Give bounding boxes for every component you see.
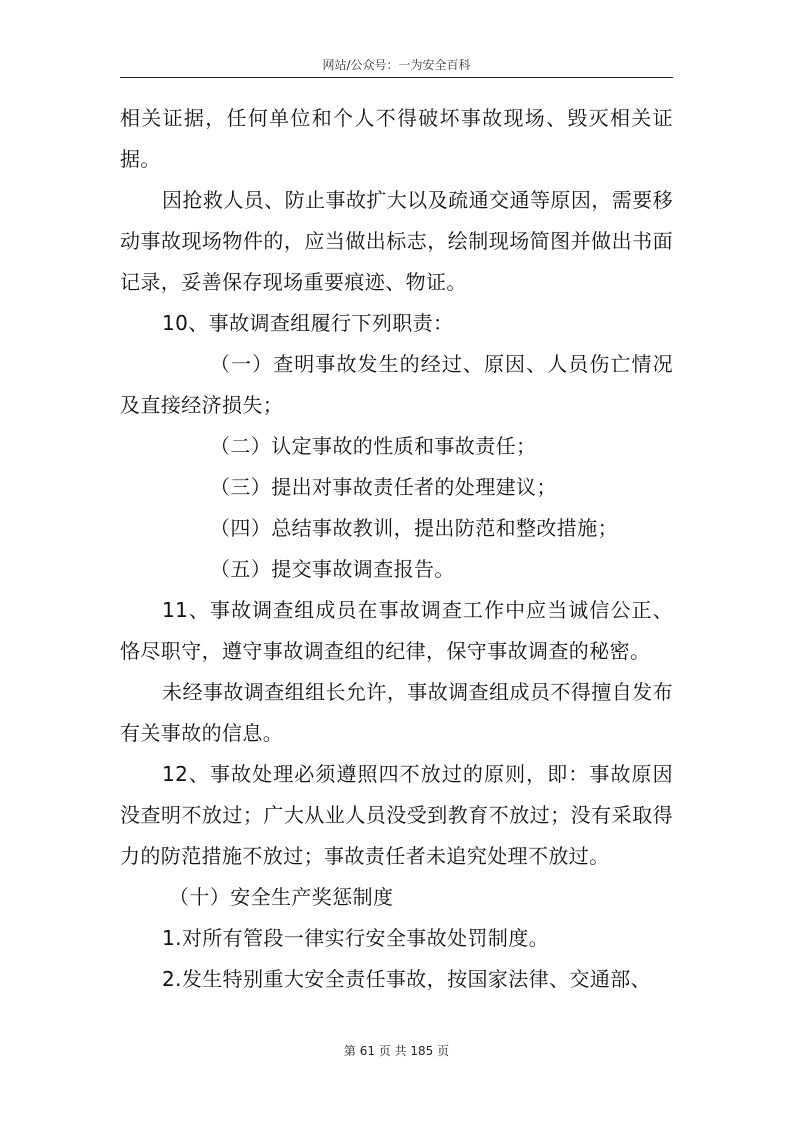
page-header: 网站/公众号：一为安全百科 — [322, 58, 471, 72]
list-item-duty-3: （三）提出对事故责任者的处理建议； — [210, 475, 557, 499]
paragraph-evidence-continued: 相关证据，任何单位和个人不得破坏事故现场、毁灭相关证据。 — [120, 106, 673, 171]
list-item-duty-1: （一）查明事故发生的经过、原因、人员伤亡情况及直接经济损失； — [120, 352, 673, 417]
list-item-duty-4: （四）总结事故教训，提出防范和整改措施； — [210, 516, 618, 540]
paragraph-item-10: 10、事故调查组履行下列职责： — [162, 311, 454, 335]
paragraph-item-11: 11、事故调查组成员在事故调查工作中应当诚信公正、恪尽职守，遵守事故调查组的纪律，保守事故调查的秘密。 — [120, 598, 673, 663]
paragraph-item-12: 12、事故处理必须遵照四不放过的原则，即：事故原因没查明不放过；广大从业人员没受到教育不放过；没有采取得力的防范措施不放过；事故责任者未追究处理不放过。 — [120, 762, 673, 868]
paragraph-rule-1: 1.对所有管段一律实行安全事故处罚制度。 — [162, 926, 550, 950]
list-item-duty-5: （五）提交事故调查报告。 — [210, 557, 455, 581]
list-item-duty-2: （二）认定事故的性质和事故责任； — [210, 434, 537, 458]
document-body — [120, 98, 673, 1000]
section-heading-rewards-penalties: （十）安全生产奖惩制度 — [169, 885, 394, 909]
paragraph-rescue-exception: 因抢救人员、防止事故扩大以及疏通交通等原因，需要移动事故现场物件的，应当做出标志，绘制现场简图并做出书面记录，妥善保存现场重要痕迹、物证。 — [120, 188, 673, 294]
paragraph-info-disclosure: 未经事故调查组组长允许，事故调查组成员不得擅自发布有关事故的信息。 — [120, 680, 673, 745]
page-number-footer: 第 61 页 共 185 页 — [343, 1044, 450, 1058]
paragraph-rule-2: 2.发生特别重大安全责任事故，按国家法律、交通部、 — [162, 967, 652, 991]
header-divider — [120, 77, 673, 78]
